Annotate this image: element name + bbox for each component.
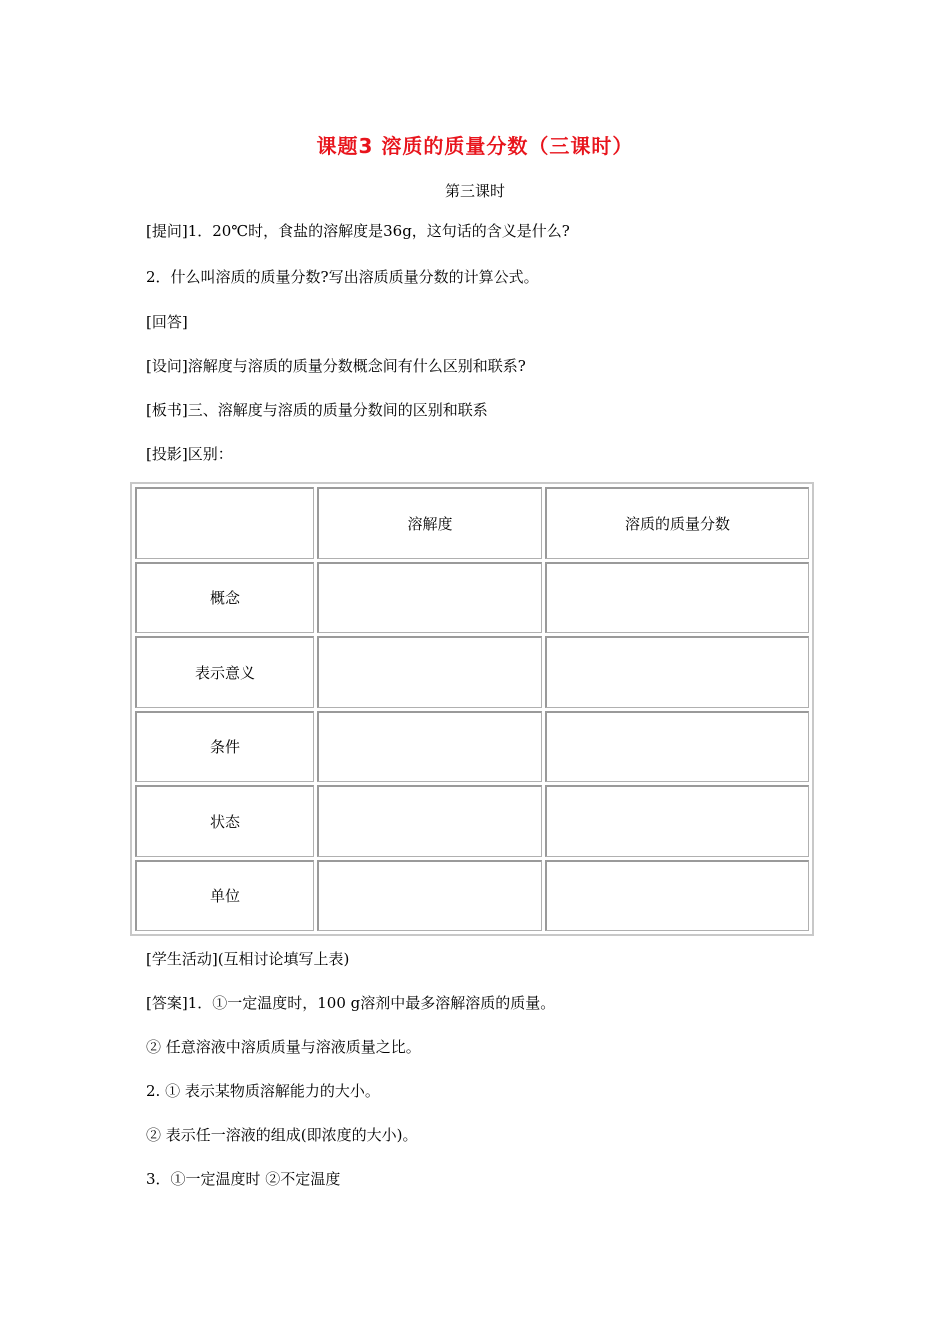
table-row xyxy=(135,636,809,708)
table-header-cell xyxy=(135,487,314,559)
paragraph-answer-1: [答案]1．①一定温度时，100 g溶剂中最多溶解溶质的质量。 xyxy=(146,994,556,1012)
paragraph-question-2: 2．什么叫溶质的质量分数?写出溶质质量分数的计算公式。 xyxy=(146,268,539,286)
table-cell xyxy=(545,562,809,634)
paragraph-answer-label: [回答] xyxy=(146,313,188,331)
table-row-label: 条件 xyxy=(135,711,314,783)
table-cell xyxy=(545,711,809,783)
table-cell xyxy=(317,785,542,857)
page-subtitle: 第三课时 xyxy=(444,182,505,200)
table-row xyxy=(135,785,809,857)
paragraph-answer-3: 3．①一定温度时 ②不定温度 xyxy=(146,1170,341,1188)
table-row xyxy=(135,711,809,783)
table-cell xyxy=(545,785,809,857)
paragraph-answer-2: 2. ① 表示某物质溶解能力的大小。 xyxy=(146,1082,380,1100)
table-cell xyxy=(545,860,809,932)
table-row-label: 概念 xyxy=(135,562,314,634)
table-cell xyxy=(317,636,542,708)
paragraph-setup-question: [设问]溶解度与溶质的质量分数概念间有什么区别和联系? xyxy=(146,357,526,375)
table-cell xyxy=(545,636,809,708)
paragraph-projection: [投影]区别： xyxy=(146,445,233,463)
table-cell xyxy=(317,562,542,634)
table-row xyxy=(135,860,809,932)
table-row-label: 状态 xyxy=(135,785,314,857)
table-row xyxy=(135,562,809,634)
table-header-cell: 溶质的质量分数 xyxy=(545,487,809,559)
table-cell xyxy=(317,711,542,783)
paragraph-board-note: [板书]三、溶解度与溶质的质量分数间的区别和联系 xyxy=(146,401,488,419)
table-header-row xyxy=(135,487,809,559)
paragraph-student-activity: [学生活动](互相讨论填写上表) xyxy=(146,950,350,968)
table-header-cell: 溶解度 xyxy=(317,487,542,559)
table-row-label: 表示意义 xyxy=(135,636,314,708)
comparison-table xyxy=(130,482,814,936)
paragraph-answer-2b: ② 表示任一溶液的组成(即浓度的大小)。 xyxy=(146,1126,418,1144)
table-cell xyxy=(317,860,542,932)
table-row-label: 单位 xyxy=(135,860,314,932)
paragraph-question-1: [提问]1．20℃时，食盐的溶解度是36g，这句话的含义是什么? xyxy=(146,222,570,240)
page-title: 课题3 溶质的质量分数（三课时） xyxy=(316,134,634,158)
paragraph-answer-1b: ② 任意溶液中溶质质量与溶液质量之比。 xyxy=(146,1038,421,1056)
